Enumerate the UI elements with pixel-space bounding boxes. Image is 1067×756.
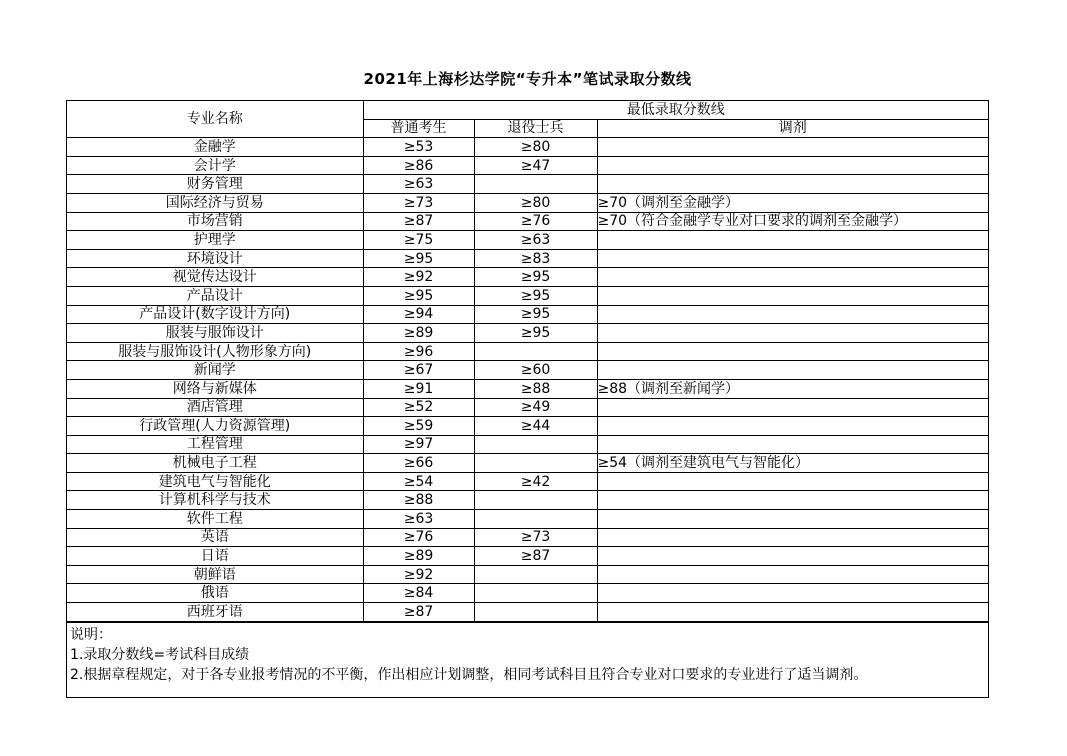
major-name-cell: 产品设计 [67, 286, 363, 305]
regular-score-cell: ≥63 [363, 175, 474, 194]
regular-score-cell: ≥84 [363, 584, 474, 603]
min-score-header: 最低录取分数线 [363, 101, 988, 119]
major-name-cell: 服装与服饰设计 [67, 324, 363, 343]
regular-score-cell: ≥87 [363, 603, 474, 622]
veteran-score-cell: ≥87 [474, 547, 597, 566]
table-row [67, 212, 988, 231]
veteran-score-cell: ≥95 [474, 268, 597, 287]
table-row [67, 193, 988, 212]
adjustment-cell [597, 231, 988, 250]
note-item: 1.录取分数线=考试科目成绩 [70, 646, 250, 663]
veteran-score-cell: ≥60 [474, 361, 597, 380]
regular-score-cell: ≥91 [363, 379, 474, 398]
table-row [67, 342, 988, 361]
notes [67, 622, 988, 697]
adjustment-cell [597, 342, 988, 361]
regular-score-cell: ≥53 [363, 138, 474, 157]
table-row [67, 286, 988, 305]
score-table [67, 101, 988, 622]
veteran-score-cell: ≥49 [474, 398, 597, 417]
regular-score-cell: ≥59 [363, 417, 474, 436]
table-row [67, 305, 988, 324]
veteran-score-cell: ≥83 [474, 249, 597, 268]
score-sheet [66, 100, 989, 698]
regular-candidate-header: 普通考生 [363, 119, 474, 138]
adjustment-cell [597, 472, 988, 491]
regular-score-cell: ≥86 [363, 156, 474, 175]
adjustment-cell [597, 435, 988, 454]
major-name-cell: 软件工程 [67, 510, 363, 529]
regular-score-cell: ≥88 [363, 491, 474, 510]
veteran-score-cell [474, 342, 597, 361]
veteran-score-cell: ≥95 [474, 324, 597, 343]
adjustment-cell [597, 361, 988, 380]
regular-score-cell: ≥89 [363, 324, 474, 343]
regular-score-cell: ≥97 [363, 435, 474, 454]
veteran-score-cell [474, 584, 597, 603]
notes-heading: 说明： [70, 626, 112, 643]
table-row [67, 268, 988, 287]
table-row [67, 231, 988, 250]
table-row [67, 379, 988, 398]
major-name-cell: 服装与服饰设计(人物形象方向) [67, 342, 363, 361]
page-title: 2021年上海杉达学院“专升本”笔试录取分数线 [363, 70, 692, 88]
adjustment-cell [597, 175, 988, 194]
major-name-cell: 财务管理 [67, 175, 363, 194]
regular-score-cell: ≥95 [363, 286, 474, 305]
adjustment-cell [597, 268, 988, 287]
veteran-score-cell: ≥88 [474, 379, 597, 398]
adjustment-cell [597, 565, 988, 584]
veteran-score-cell [474, 491, 597, 510]
veteran-score-cell: ≥95 [474, 305, 597, 324]
major-name-cell: 工程管理 [67, 435, 363, 454]
regular-score-cell: ≥75 [363, 231, 474, 250]
table-row [67, 175, 988, 194]
major-name-cell: 计算机科学与技术 [67, 491, 363, 510]
table-row [67, 249, 988, 268]
adjustment-cell [597, 510, 988, 529]
regular-score-cell: ≥92 [363, 565, 474, 584]
veteran-score-cell: ≥80 [474, 193, 597, 212]
table-row [67, 565, 988, 584]
major-name-cell: 行政管理(人力资源管理) [67, 417, 363, 436]
veteran-header: 退役士兵 [474, 119, 597, 138]
major-name-cell: 英语 [67, 528, 363, 547]
major-name-cell: 日语 [67, 547, 363, 566]
veteran-score-cell [474, 510, 597, 529]
veteran-score-cell: ≥47 [474, 156, 597, 175]
regular-score-cell: ≥52 [363, 398, 474, 417]
major-name-cell: 产品设计(数字设计方向) [67, 305, 363, 324]
adjustment-cell [597, 584, 988, 603]
regular-score-cell: ≥95 [363, 249, 474, 268]
regular-score-cell: ≥63 [363, 510, 474, 529]
veteran-score-cell: ≥76 [474, 212, 597, 231]
veteran-score-cell: ≥95 [474, 286, 597, 305]
regular-score-cell: ≥73 [363, 193, 474, 212]
regular-score-cell: ≥67 [363, 361, 474, 380]
adjustment-cell [597, 491, 988, 510]
adjustment-cell [597, 603, 988, 622]
veteran-score-cell: ≥73 [474, 528, 597, 547]
adjustment-cell: ≥70（符合金融学专业对口要求的调剂至金融学） [597, 212, 988, 231]
table-row [67, 491, 988, 510]
major-name-cell: 市场营销 [67, 212, 363, 231]
table-row [67, 472, 988, 491]
veteran-score-cell: ≥44 [474, 417, 597, 436]
adjustment-cell [597, 156, 988, 175]
veteran-score-cell: ≥42 [474, 472, 597, 491]
veteran-score-cell [474, 454, 597, 473]
adjustment-cell [597, 249, 988, 268]
veteran-score-cell [474, 603, 597, 622]
regular-score-cell: ≥76 [363, 528, 474, 547]
major-name-cell: 网络与新媒体 [67, 379, 363, 398]
veteran-score-cell [474, 435, 597, 454]
major-name-cell: 朝鲜语 [67, 565, 363, 584]
major-name-cell: 俄语 [67, 584, 363, 603]
adjustment-cell: ≥88（调剂至新闻学） [597, 379, 988, 398]
table-row [67, 324, 988, 343]
major-name-cell: 西班牙语 [67, 603, 363, 622]
table-row [67, 510, 988, 529]
major-name-cell: 新闻学 [67, 361, 363, 380]
table-row [67, 547, 988, 566]
adjustment-cell [597, 547, 988, 566]
adjustment-cell [597, 305, 988, 324]
regular-score-cell: ≥92 [363, 268, 474, 287]
regular-score-cell: ≥96 [363, 342, 474, 361]
regular-score-cell: ≥54 [363, 472, 474, 491]
note-item: 2.根据章程规定，对于各专业报考情况的不平衡，作出相应计划调整，相同考试科目且符合专业对口要求的专业进行了适当调剂。 [70, 666, 868, 683]
table-row [67, 454, 988, 473]
score-rows [67, 138, 988, 621]
adjustment-cell [597, 138, 988, 157]
adjustment-cell [597, 528, 988, 547]
table-row [67, 528, 988, 547]
major-name-cell: 护理学 [67, 231, 363, 250]
regular-score-cell: ≥89 [363, 547, 474, 566]
table-row [67, 398, 988, 417]
table-row [67, 584, 988, 603]
regular-score-cell: ≥87 [363, 212, 474, 231]
table-row [67, 156, 988, 175]
table-row [67, 417, 988, 436]
table-row [67, 435, 988, 454]
regular-score-cell: ≥94 [363, 305, 474, 324]
table-row [67, 138, 988, 157]
major-name-cell: 机械电子工程 [67, 454, 363, 473]
major-name-cell: 国际经济与贸易 [67, 193, 363, 212]
adjustment-cell: ≥70（调剂至金融学） [597, 193, 988, 212]
major-name-cell: 金融学 [67, 138, 363, 157]
table-row [67, 361, 988, 380]
major-name-cell: 视觉传达设计 [67, 268, 363, 287]
table-row [67, 603, 988, 622]
regular-score-cell: ≥66 [363, 454, 474, 473]
veteran-score-cell [474, 565, 597, 584]
major-name-cell: 建筑电气与智能化 [67, 472, 363, 491]
major-name-cell: 会计学 [67, 156, 363, 175]
adjustment-cell [597, 286, 988, 305]
major-name-header: 专业名称 [67, 101, 363, 138]
adjustment-cell [597, 417, 988, 436]
veteran-score-cell: ≥63 [474, 231, 597, 250]
major-name-cell: 酒店管理 [67, 398, 363, 417]
adjustment-header: 调剂 [597, 119, 988, 138]
adjustment-cell [597, 398, 988, 417]
adjustment-cell [597, 324, 988, 343]
adjustment-cell: ≥54（调剂至建筑电气与智能化） [597, 454, 988, 473]
veteran-score-cell [474, 175, 597, 194]
veteran-score-cell: ≥80 [474, 138, 597, 157]
major-name-cell: 环境设计 [67, 249, 363, 268]
